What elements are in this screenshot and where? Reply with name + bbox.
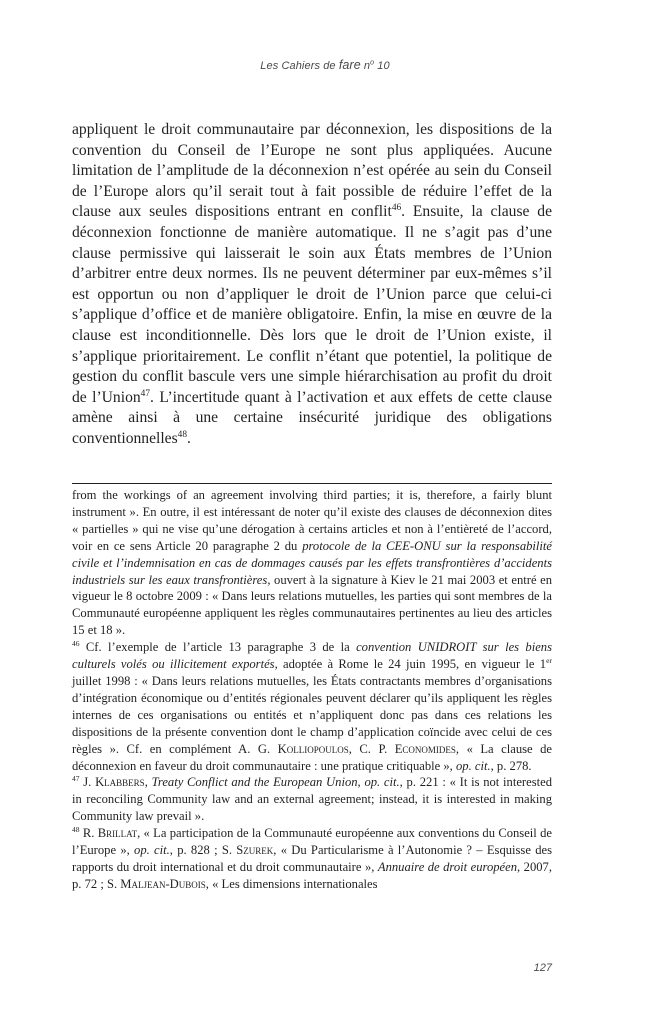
footnote-45-continuation (72, 487, 552, 639)
footnote-ref-46: 46 (391, 203, 402, 214)
footnote-number: 48 (72, 825, 80, 835)
header-n-text: n (360, 60, 371, 72)
note-text: , p. 221 : « It is not interested in reconciling Community law and an external agreement; instead, it is interested in making Community law prevail ». (72, 775, 552, 824)
header-o-superscript: o (370, 59, 375, 67)
body-text-part-4: . (187, 429, 191, 447)
body-paragraph (72, 120, 552, 450)
footnote-48 (72, 825, 552, 893)
footnote-number: 46 (72, 639, 80, 649)
note-text: , « Les dimensions internationales (205, 876, 378, 891)
footnote-47 (72, 774, 552, 825)
author-name: Szurek (236, 843, 274, 858)
note-text: , « La participation de la Communauté européenne aux conventions du Conseil de l’Europe », (72, 826, 552, 858)
header-journal-text: Les Cahiers de (260, 60, 339, 72)
note-text: juillet 1998 : « Dans leurs relations mutuelles, les États contractants membres d’organisations d’intégration économique ou d’entités régionales peuvent déclarer qu’ils appliquent les règles internes de ces organisations ou entités et n’appliquent donc pas dans ces relations les dispositions de la présente convention dont le champ d’application coïncide avec celui de ces règles ». Cf. en complément A. G. (72, 673, 552, 756)
note-italic-title: protocole de la CEE-ONU sur la responsabilité civile et l’indemnisation en cas de dommages causés par les effets transfrontières d’accidents industriels sur les eaux transfrontières (72, 538, 552, 587)
body-text-part-1: appliquent le droit communautaire par déconnexion, les dispositions de la convention du Conseil de l’Europe ne sont plus appliquées. Aucune limitation de l’amplitude de la déconnexion n’est opérée au sein du Conseil de l’Europe alors qu’il serait tout à fait possible de réduire l’effet de la clause aux seules dispositions entrant en conflit (72, 121, 552, 221)
header-fare-text: fare (338, 58, 361, 72)
footnote-ref-47: 47 (140, 388, 151, 399)
author-name: Klabbers (95, 775, 145, 790)
note-italic-title: convention UNIDROIT sur les biens culturels volés ou illicitement exportés (72, 640, 553, 672)
footnotes (72, 487, 552, 893)
note-text: , (144, 775, 152, 790)
note-text: , ouvert à la signature à Kiev le 21 mai 2003 et entré en vigueur le 8 octobre 2009 : « Dans leurs relations mutuelles, les parties qui sont membres de la Communauté européenne appliquent les règles communautaires pertinentes au lieu des articles 15 et 18 ». (72, 572, 553, 638)
note-text: , p. 278. (490, 758, 532, 773)
note-text: , « La clause de déconnexion en faveur du droit communautaire : une pratique critiquable », (72, 741, 552, 773)
footnote-ref-48: 48 (177, 429, 188, 440)
author-name: Maljean-Dubois (120, 876, 206, 891)
header-issue-number: 10 (374, 60, 390, 72)
footnote-number: 47 (72, 774, 80, 784)
note-italic-ref: op. cit. (455, 758, 491, 773)
note-text: , adoptée à Rome le 24 juin 1995, en vigueur le 1 (274, 657, 547, 672)
body-text-part-3: . L’incertitude quant à l’activation et aux effets de cette clause amène ainsi à une certaine insécurité juridique des obligations conventionnelles (72, 388, 552, 447)
body-text-part-2: . Ensuite, la clause de déconnexion fonctionne de manière automatique. Il ne s’agit pas d’une clause permissive qui laisserait le soin aux États membres de l’Union d’arbitrer entre deux normes. Ils ne peuvent déterminer par eux-mêmes s’il est opportun ou non d’appliquer le droit de l’Union parce que celui-ci s’applique d’office et de manière obligatoire. Enfin, la mise en œuvre de la clause est inconditionnelle. Dès lors que le droit de l’Union existe, il s’applique prioritairement. Le conflit n’étant que potentiel, la politique de gestion du conflit bascule vers une simple hiérarchisation au profit du droit de l’Union (72, 203, 552, 406)
author-name: Kolliopoulos (277, 741, 349, 756)
note-text: from the workings of an agreement involving third parties; it is, therefore, a fairly blunt instrument ». En outre, il est intéressant de noter qu’il existe des clauses de déconnexion dites « partielles » qui ne vise qu’une dérogation à certains articles et non à l’entièreté de l’accord, voir en ce sens Article 20 paragraphe 2 du (72, 488, 552, 553)
note-italic-ref: op. cit. (134, 843, 170, 858)
note-text: , 2007, p. 72 ; S. (72, 859, 552, 891)
author-name: Brillat (97, 826, 138, 841)
ordinal-superscript: er (546, 656, 552, 666)
note-text: , C. P. (348, 741, 395, 756)
note-text: Cf. l’exemple de l’article 13 paragraphe 3 de la (79, 640, 357, 655)
footnote-46 (72, 639, 552, 774)
note-italic-title: Annuaire de droit européen (377, 859, 518, 874)
note-text: , (357, 775, 365, 790)
page-number: 127 (533, 962, 552, 974)
note-text: , « Du Particularisme à l’Autonomie ? – Esquisse des rapports du droit international et du droit communautaire », (72, 843, 552, 874)
note-text: J. (79, 775, 96, 790)
note-italic-ref: op. cit. (364, 775, 400, 790)
note-text: , p. 828 ; S. (169, 843, 237, 858)
note-italic-title: Treaty Conflict and the European Union (151, 775, 358, 790)
body-text (72, 120, 552, 450)
author-name: Economides (394, 741, 456, 756)
running-header (0, 58, 650, 72)
footnote-separator (72, 483, 552, 484)
note-text: R. (79, 826, 98, 841)
